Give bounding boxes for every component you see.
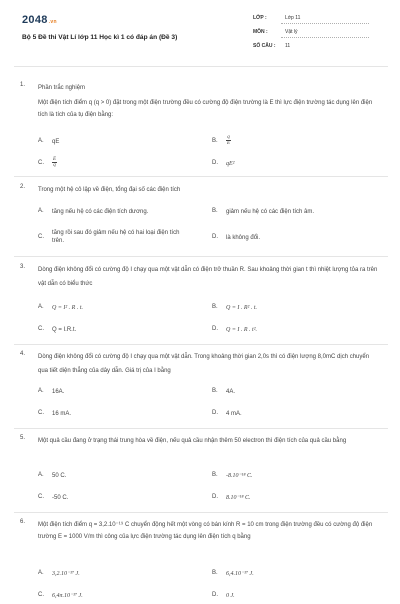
option-4d[interactable]: [212, 410, 382, 422]
option-formula: [226, 135, 231, 146]
logo-suffix: .vn: [48, 19, 57, 25]
option-3b[interactable]: [212, 304, 382, 316]
question-text: Một điện tích điểm q (q > 0) đặt trong một điện trường đều có cường độ điện trường là E thì lực điện trường tác dụng lên điện tích là tích của tụ điện bằng:: [38, 100, 373, 118]
fraction-numerator: E: [53, 157, 57, 162]
question-text: Một quả cầu đang ở trạng thái trung hòa về điện, nếu quả cầu nhận thêm 50 electron thì điện tích của quả cầu bằng: [38, 438, 347, 444]
option-letter: D.: [212, 410, 218, 416]
option-text: là không đổi.: [226, 235, 261, 241]
option-text: Q = I . R . t².: [226, 327, 258, 333]
option-5b[interactable]: [212, 472, 382, 484]
option-6d[interactable]: [212, 592, 382, 604]
option-letter: D.: [212, 326, 218, 332]
option-text: 16A.: [52, 389, 65, 395]
option-3a[interactable]: [38, 304, 208, 316]
option-text: 50 C.: [52, 473, 67, 479]
meta-divider: [281, 23, 369, 24]
document-title: Bộ 5 Đề thi Vật Lí lớp 11 Học kì 1 có đáp án (Đề 3): [22, 34, 178, 41]
question-number: 5.: [20, 435, 26, 441]
option-2c[interactable]: [38, 230, 208, 246]
option-text: -8.10⁻¹⁸ C.: [226, 473, 253, 479]
option-1b[interactable]: [212, 136, 382, 148]
fraction-denominator: q: [53, 163, 56, 168]
option-text: Q = I.R.t.: [52, 327, 77, 333]
option-letter: B.: [212, 304, 218, 310]
option-text: -50 C.: [52, 495, 69, 501]
option-2b[interactable]: [212, 208, 382, 220]
fraction-denominator: E: [227, 141, 231, 146]
option-text: Q = I² . R . t.: [52, 305, 84, 311]
option-text: 8.10⁻¹⁸ C.: [226, 495, 251, 501]
logo-text: 2048: [22, 14, 48, 26]
option-letter: C.: [38, 160, 44, 166]
meta-subject-value: Vật lý: [285, 29, 298, 35]
option-letter: B.: [212, 138, 218, 144]
option-1a[interactable]: [38, 138, 208, 150]
option-text: 4 mA.: [226, 411, 242, 417]
option-letter: B.: [212, 472, 218, 478]
meta-count-row: [253, 42, 383, 52]
option-formula: [52, 157, 57, 168]
option-text: Q = I . R² . t.: [226, 305, 258, 311]
option-5d[interactable]: [212, 494, 382, 506]
option-5a[interactable]: [38, 472, 208, 484]
fraction: [226, 135, 231, 146]
option-text: tăng nếu hệ có các điện tích dương.: [52, 209, 149, 215]
question-number: 3.: [20, 264, 26, 270]
option-letter: D.: [212, 234, 218, 240]
option-letter: C.: [38, 494, 44, 500]
option-4c[interactable]: [38, 410, 208, 422]
option-3c[interactable]: [38, 326, 208, 338]
option-letter: A.: [38, 208, 44, 214]
header-divider: [14, 66, 388, 67]
option-letter: B.: [212, 208, 218, 214]
question-text: Dòng điện không đổi có cường độ I chạy qua một vật dẫn có điện trở thuần R. Sau khoảng thời gian t thì nhiệt lượng tỏa ra trên vật dẫn có biểu thức: [38, 267, 378, 287]
option-text: 6,4π.10⁻¹⁷ J.: [52, 593, 83, 599]
site-logo[interactable]: [22, 14, 57, 26]
option-letter: D.: [212, 160, 218, 166]
option-letter: D.: [212, 494, 218, 500]
option-2d[interactable]: [212, 234, 382, 246]
option-4b[interactable]: [212, 388, 382, 400]
option-6b[interactable]: [212, 570, 382, 582]
page-header: [0, 0, 400, 64]
meta-class-value: Lớp 11: [285, 15, 301, 21]
question-number: 2.: [20, 184, 26, 190]
option-letter: A.: [38, 138, 44, 144]
option-letter: C.: [38, 326, 44, 332]
option-2a[interactable]: [38, 208, 208, 220]
option-letter: A.: [38, 388, 44, 394]
meta-divider: [281, 37, 369, 38]
question-divider: [14, 344, 388, 345]
option-letter: A.: [38, 570, 44, 576]
fraction-numerator: q: [227, 135, 230, 140]
option-text: 3,2.10⁻¹⁷ J.: [52, 571, 80, 577]
meta-subject-row: [253, 28, 383, 38]
meta-count-value: 11: [285, 43, 291, 49]
option-text: giảm nếu hệ có các điện tích âm.: [226, 209, 315, 215]
option-1d[interactable]: [212, 160, 382, 172]
meta-subject-label: MÔN :: [253, 29, 268, 35]
option-letter: D.: [212, 592, 218, 598]
option-letter: C.: [38, 234, 44, 240]
option-text: 16 mA.: [52, 411, 72, 417]
question-number: 6.: [20, 519, 26, 525]
question-number: 4.: [20, 351, 26, 357]
question-divider: [14, 256, 388, 257]
option-text: qE: [52, 139, 60, 145]
question-divider: [14, 428, 388, 429]
option-6c[interactable]: [38, 592, 208, 604]
option-text: 6,4.10⁻¹⁷ J.: [226, 571, 254, 577]
meta-class-label: LỚP :: [253, 15, 267, 21]
option-6a[interactable]: [38, 570, 208, 582]
option-text: qE²: [226, 161, 235, 167]
option-1c[interactable]: [38, 158, 208, 170]
option-letter: A.: [38, 472, 44, 478]
question-text: Phần trắc nghiệm: [38, 85, 86, 91]
fraction: [52, 157, 57, 168]
option-4a[interactable]: [38, 388, 208, 400]
option-text: tăng rồi sau đó giảm nếu hệ có hai loại điện tích trên.: [52, 230, 180, 244]
option-text: 4A.: [226, 389, 236, 395]
option-letter: C.: [38, 592, 44, 598]
meta-count-label: SỐ CÂU :: [253, 43, 276, 49]
question-text: Trong một hệ cô lập về điện, tổng đại số các điện tích: [38, 187, 181, 193]
option-3d[interactable]: [212, 326, 382, 338]
question-text: Một điện tích điểm q = 3,2.10⁻¹⁹ C chuyển động hết một vòng có bán kính R = 10 cm trong điện trường đều có cường độ điện trường E = 1000 V/m thì công của lực điện trường tác dụng lên điện tích q bằng: [38, 522, 373, 540]
option-letter: B.: [212, 570, 218, 576]
question-text: Dòng điện không đổi có cường độ I chạy qua một vật dẫn. Trong khoảng thời gian 2,0s thì có điện lượng 8,0mC dịch chuyển qua tiết diện thẳng của dây dẫn. Giá trị của I bằng: [38, 354, 370, 374]
question-divider: [14, 176, 388, 177]
option-letter: C.: [38, 410, 44, 416]
option-text: 0 J.: [226, 593, 235, 599]
option-letter: B.: [212, 388, 218, 394]
option-letter: A.: [38, 304, 44, 310]
question-number: 1.: [20, 82, 26, 88]
question-divider: [14, 512, 388, 513]
meta-class-row: [253, 14, 383, 24]
option-5c[interactable]: [38, 494, 208, 506]
